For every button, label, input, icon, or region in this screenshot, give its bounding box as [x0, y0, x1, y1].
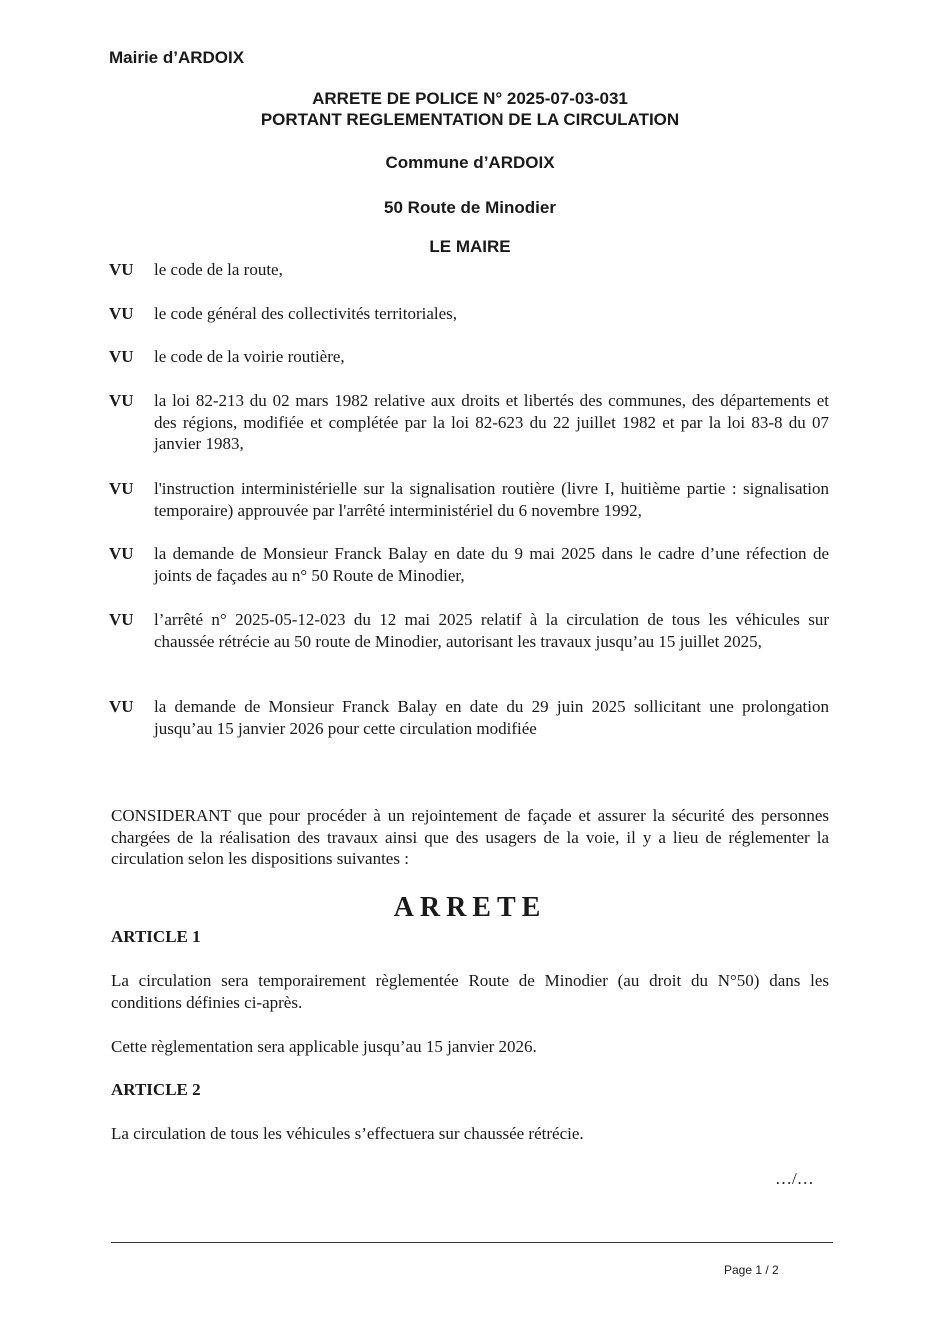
vu-label: VU: [109, 544, 134, 563]
article-1-paragraph-2: Cette règlementation sera applicable jusqu’au 15 janvier 2026.: [111, 1037, 537, 1056]
vu-item: [109, 609, 829, 652]
vu-text: le code général des collectivités territoriales,: [154, 304, 458, 323]
arrete-number: ARRETE DE POLICE N° 2025-07-03-031: [312, 89, 628, 108]
address: 50 Route de Minodier: [384, 198, 556, 217]
vu-item: [109, 259, 829, 281]
vu-label: VU: [109, 391, 134, 410]
article-2-title: ARTICLE 2: [111, 1080, 201, 1099]
vu-item: [109, 478, 829, 521]
vu-label: VU: [109, 610, 134, 629]
vu-text: la demande de Monsieur Franck Balay en date du 9 mai 2025 dans le cadre d’une réfection de joints de façades au n° 50 Route de Minodier,: [154, 544, 829, 585]
vu-text: la loi 82-213 du 02 mars 1982 relative aux droits et libertés des communes, des départements et des régions, modifiée et complétée par la loi 82-623 du 22 juillet 1982 et par la loi 83-8 du 07 janvier 1983,: [154, 391, 829, 453]
vu-item: [109, 696, 829, 739]
vu-item: [109, 303, 829, 325]
vu-item: [109, 346, 829, 368]
article-1-title: ARTICLE 1: [111, 927, 201, 946]
vu-item: [109, 543, 829, 586]
vu-text: l’arrêté n° 2025-05-12-023 du 12 mai 2025 relatif à la circulation de tous les véhicules sur chaussée rétrécie au 50 route de Minodier, autorisant les travaux jusqu’au 15 juillet 2025,: [154, 610, 829, 651]
vu-text: le code de la route,: [154, 260, 283, 279]
vu-label: VU: [109, 304, 134, 323]
vu-text: le code de la voirie routière,: [154, 347, 345, 366]
vu-label: VU: [109, 697, 134, 716]
vu-label: VU: [109, 479, 134, 498]
vu-label: VU: [109, 260, 134, 279]
footer-divider: [111, 1242, 833, 1243]
mairie-header: Mairie d’ARDOIX: [109, 48, 245, 67]
vu-text: la demande de Monsieur Franck Balay en date du 29 juin 2025 sollicitant une prolongation jusqu’au 15 janvier 2026 pour cette circulation modifiée: [154, 697, 829, 738]
vu-item: [109, 390, 829, 455]
vu-label: VU: [109, 347, 134, 366]
vu-text: l'instruction interministérielle sur la signalisation routière (livre I, huitième partie : signalisation temporaire) approuvée par l'arrêté interministériel du 6 novembre 1992,: [154, 479, 829, 520]
article-2-paragraph-1: La circulation de tous les véhicules s’effectuera sur chaussée rétrécie.: [111, 1124, 584, 1143]
commune-name: Commune d’ARDOIX: [385, 153, 555, 172]
arrete-title: ARRETE: [393, 892, 547, 923]
continued-marker: …/…: [775, 1169, 814, 1188]
arrete-subject: PORTANT REGLEMENTATION DE LA CIRCULATION: [260, 110, 680, 129]
article-1-paragraph-1: La circulation sera temporairement règlementée Route de Minodier (au droit du N°50) dans les conditions définies ci-après.: [111, 971, 829, 1012]
page-number: Page 1 / 2: [724, 1263, 779, 1277]
considerant-paragraph: CONSIDERANT que pour procéder à un rejointement de façade et assurer la sécurité des personnes chargées de la réalisation des travaux ainsi que des usagers de la voie, il y a lieu de réglementer la circulation selon les dispositions suivantes :: [111, 806, 829, 868]
authority-title: LE MAIRE: [429, 237, 511, 256]
